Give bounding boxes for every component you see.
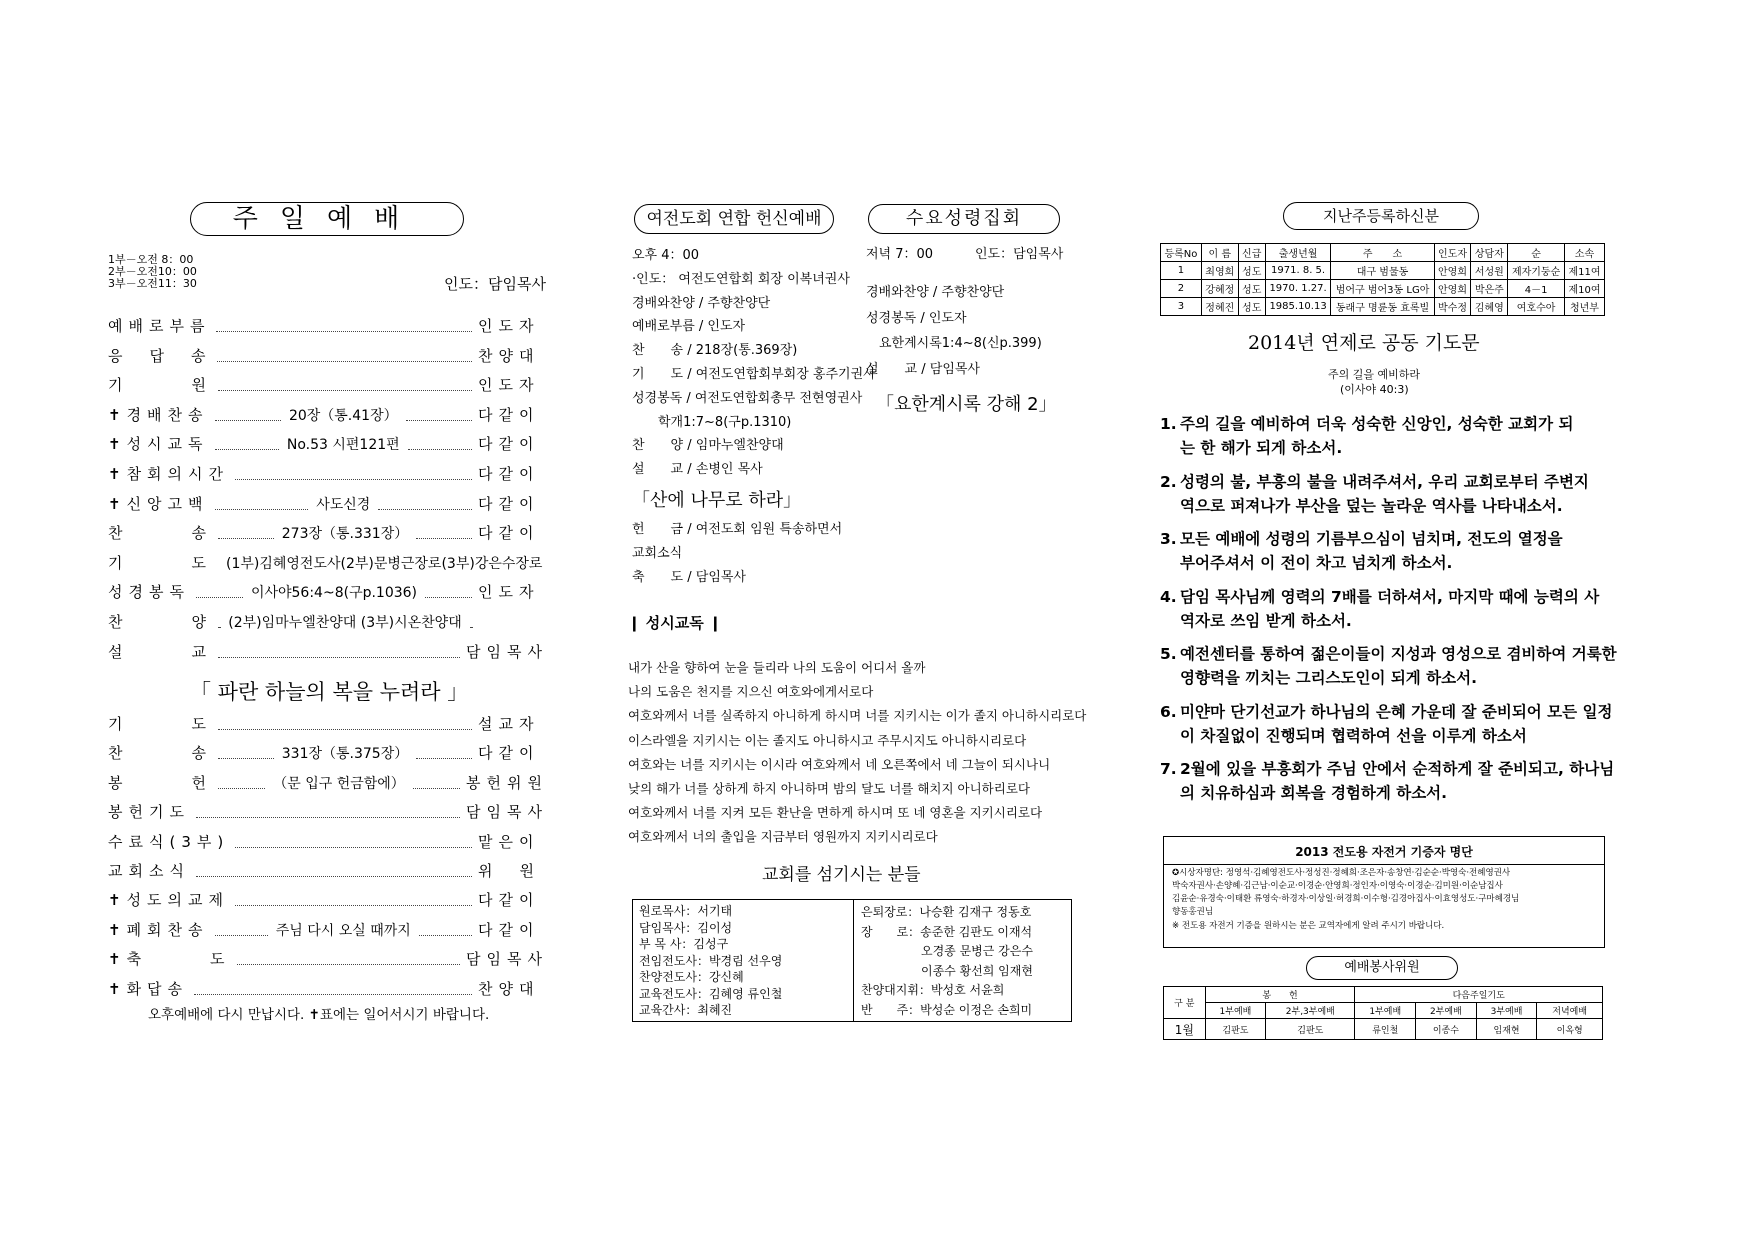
prayer-line (1160, 527, 1610, 551)
prayer-item (1160, 585, 1610, 633)
order-line (108, 801, 548, 822)
order-line (108, 772, 548, 793)
prayer-line (1160, 470, 1610, 494)
psalm-line: 여호와는 너를 지키시는 이시라 여호와께서 네 오른쪽에서 네 그늘이 되시나니 (628, 756, 1051, 772)
order-line (108, 948, 548, 969)
prayer-title: 2014년 연제로 공동 기도문 (1248, 332, 1480, 354)
psalm-line: 여호와께서 너를 실족하지 아니하게 하시며 너를 지키시는 이가 졸지 아니하시리로다 (628, 708, 1087, 724)
svc-subheader-cell: 3부예배 (1476, 1003, 1537, 1019)
staff-entry: 찬양대지휘：박성호 서윤희 (861, 983, 1005, 997)
dotted-leader (218, 389, 472, 391)
order-label: 봉헌기도 (108, 803, 190, 822)
dotted-leader (196, 596, 243, 598)
prayer-number: 3. (1160, 530, 1177, 548)
prayer-reference: (이사야 40:3) (1340, 383, 1409, 396)
svc-col-category: 구 분 (1164, 987, 1206, 1019)
new-members-cell: 범어구 범어3동 LG아 (1331, 280, 1434, 298)
order-line (108, 493, 548, 514)
staff-entry: 교육간사：최혜진 (639, 1003, 733, 1017)
staff-entry: 부 목 사：김성구 (639, 937, 729, 951)
new-members-table (1160, 243, 1605, 316)
order-leader: 다같이 (478, 744, 540, 763)
order-detail: 사도신경 (316, 496, 371, 513)
psalm-line: 여호와께서 너를 지켜 모든 환난을 면하게 하시며 또 네 영혼을 지키시리로다 (628, 805, 1043, 821)
new-members-cell: 안영희 (1434, 262, 1471, 280)
order-line (108, 581, 548, 602)
order-leader: 찬양대 (478, 979, 540, 998)
order-leader: 봉헌위원 (466, 773, 548, 792)
dotted-leader (218, 787, 265, 789)
order-label: ✝성도의교제 (108, 891, 230, 910)
dotted-leader (378, 508, 472, 510)
order-line (108, 522, 548, 543)
wednesday-order-line: 경배와찬양 / 주향찬양단 (866, 285, 1005, 300)
order-label: 수료식(3부) (108, 832, 230, 851)
donor-line: ✪시상자명단: 정영석·김혜영전도사·정성진·정혜희·조은자·송창연·김순순·박영숙·전혜영권사 (1172, 868, 1511, 878)
new-members-cell: 여호수아 (1508, 298, 1565, 316)
dotted-leader (470, 626, 472, 628)
prayer-line (1160, 412, 1610, 436)
staff-entry: 담임목사：김이성 (639, 920, 733, 935)
svc-subheader-cell: 1부예배 (1355, 1003, 1416, 1019)
new-members-cell: 동래구 명륜동 효록빌 (1331, 298, 1434, 316)
psalm-line: 내가 산을 향하여 눈을 들리라 나의 도움이 어디서 올까 (628, 660, 926, 675)
new-members-header-cell: 주 소 (1331, 244, 1434, 262)
new-members-cell: 서성원 (1471, 262, 1508, 280)
new-members-header-cell: 등록No (1161, 244, 1202, 262)
new-members-cell: 대구 범물동 (1331, 262, 1434, 280)
order-label: ✝신앙고백 (108, 494, 209, 513)
order-line (108, 831, 548, 852)
dotted-leader (235, 846, 472, 848)
new-members-cell: 박수정 (1434, 298, 1471, 316)
svc-subheader-cell: 2부예배 (1416, 1003, 1477, 1019)
new-members-cell: 1970. 1.27. (1265, 280, 1331, 298)
svc-cell: 류인철 (1355, 1019, 1416, 1040)
donor-names (1164, 865, 1604, 919)
prayer-line-cont: 영향력을 끼치는 그리스도인이 되게 하소서. (1180, 669, 1477, 687)
womens-order-line: 찬 송 / 218장(통.369장) (632, 343, 798, 359)
order-leader: 맡은이 (478, 832, 540, 851)
dotted-leader (196, 816, 460, 818)
womens-order-line: 성경봉독 / 여전도연합회총무 전현영권사 (632, 390, 863, 406)
dotted-leader (408, 448, 472, 450)
new-members-header-cell: 순 (1508, 244, 1565, 262)
new-members-cell: 4－1 (1508, 280, 1565, 298)
dotted-leader (419, 934, 472, 936)
prayer-text: 성령의 불, 부흥의 불을 내려주셔서, 우리 교회로부터 주변지 (1180, 472, 1589, 491)
order-detail: (2부)임마누엘찬양대 (3부)시온찬양대 (228, 615, 462, 631)
order-leader: 다같이 (478, 494, 540, 513)
wednesday-order-line: 설 교 / 담임목사 (866, 361, 980, 377)
psalm-line: 나의 도움은 천지를 지으신 여호와에게서로다 (628, 684, 874, 700)
prayer-line (1160, 585, 1610, 609)
prayer-number: 4. (1160, 587, 1177, 606)
staff-divider (853, 900, 854, 1021)
order-label: ✝성시교독 (108, 435, 209, 454)
order-line (108, 463, 548, 484)
order-detail: 20장（통.41장） (288, 407, 398, 424)
dotted-leader (413, 787, 460, 789)
staff-entry: 찬양전도사：강신혜 (639, 970, 744, 984)
new-members-row (1161, 280, 1605, 298)
order-leader: 다같이 (478, 435, 540, 454)
dotted-leader (416, 757, 472, 759)
staff-left-list (639, 903, 782, 1019)
order-leader: 인도자 (478, 583, 540, 602)
prayer-item (1160, 412, 1610, 460)
staff-entry: 은퇴장로：나승환 김재구 정동호 (861, 905, 1032, 919)
womens-sermon-title: 「산에 나무로 하라」 (632, 490, 802, 511)
order-label: ✝참회의시간 (108, 465, 230, 483)
order-line (108, 374, 548, 395)
sermon-title: 「 파란 하늘의 복을 누려라 」 (190, 680, 469, 704)
wednesday-order-line: 요한계시록1:4~8(신p.399) (866, 336, 1042, 351)
prayer-item (1160, 527, 1610, 575)
dotted-leader (215, 508, 309, 510)
prayer-line-cont: 의 치유하심과 회복을 경험하게 하소서. (1180, 784, 1448, 802)
new-members-cell: 강혜정 (1201, 280, 1238, 298)
svc-cell: 임재현 (1476, 1019, 1537, 1040)
womens-service-title: 여전도회 연합 헌신예배 (634, 204, 834, 234)
dotted-leader (216, 330, 472, 332)
staff-entry: 전임전도사：박경림 선우영 (639, 953, 783, 968)
dotted-leader (218, 626, 220, 628)
service-time-1: 1부－오전 8：00 (108, 253, 194, 266)
womens-order-line: 오후 4：00 (632, 248, 700, 263)
svc-cell: 이옥형 (1537, 1019, 1603, 1040)
order-leader: 담임목사 (466, 803, 548, 822)
prayer-text: 주의 길을 예비하여 더욱 성숙한 신앙인, 성숙한 교회가 되 (1180, 415, 1574, 433)
dotted-leader (218, 656, 460, 658)
order-detail: 이사야56:4~8(구p.1036) (250, 585, 418, 602)
order-detail: (1부)김혜영전도사(2부)문병근장로(3부)강은수장로 (225, 555, 543, 572)
svc-header-row-1 (1164, 987, 1603, 1003)
order-leader: 위 원 (478, 862, 540, 880)
staff-entry: 반 주：박성순 이정은 손희미 (861, 1002, 1033, 1017)
order-leader: 설교자 (478, 715, 540, 733)
psalm-reading-title: ❙ 성시교독 ❙ (628, 614, 722, 632)
new-members-cell: 2 (1161, 280, 1202, 298)
womens-order-line: 찬 양 / 임마누엘찬양대 (632, 438, 784, 454)
order-leader: 찬양대 (478, 346, 540, 365)
prayer-line (1160, 700, 1613, 724)
order-label: 기 도 (108, 553, 212, 572)
dotted-leader (218, 728, 472, 730)
prayer-text: 예전센터를 통하여 젊은이들이 지성과 영성으로 겸비하여 거룩한 (1180, 645, 1617, 663)
svc-data-row (1164, 1019, 1603, 1040)
new-members-cell: 안영희 (1434, 280, 1471, 298)
staff-entry: 교육전도사：김혜영 류인철 (639, 986, 783, 1001)
service-time-3: 3부－오전11：30 (108, 277, 197, 290)
new-members-cell: 최영희 (1201, 262, 1238, 280)
prayer-line (1160, 642, 1617, 666)
order-label: 기 도 (108, 715, 212, 733)
order-label: ✝화답송 (108, 979, 189, 998)
wednesday-order-line: 성경봉독 / 인도자 (866, 310, 967, 326)
order-label: 설 교 (108, 642, 212, 661)
wednesday-leader: 인도：담임목사 (975, 247, 1064, 262)
wednesday-time: 저녁 7：00 (866, 247, 934, 262)
order-label: 찬 송 (108, 744, 212, 763)
service-volunteers-table (1163, 986, 1603, 1040)
prayer-number: 7. (1160, 760, 1177, 778)
dotted-leader (217, 360, 472, 362)
womens-order-line: 기 도 / 여전도연합회부회장 홍주기권사 (632, 367, 876, 382)
dotted-leader (215, 448, 279, 450)
dotted-leader (215, 934, 268, 936)
order-line (108, 978, 548, 999)
order-label: ✝경배찬송 (108, 405, 209, 424)
donor-line: 김윤순·유경숙·이태환 류영숙·하경자·이상일·허경희·이수형·김경아집사·이효영성도·구마혜경님 (1172, 894, 1520, 904)
womens-order-line: ·인도： 여전도연합회 회장 이복녀권사 (632, 271, 850, 287)
donor-title: 2013 전도용 자전거 기증자 명단 (1164, 837, 1604, 865)
svc-cell: 이종수 (1416, 1019, 1477, 1040)
service-time-2: 2부－오전10：00 (108, 265, 197, 278)
new-members-row (1161, 298, 1605, 316)
prayer-item (1160, 757, 1615, 805)
order-label: ✝축 도 (108, 950, 231, 969)
order-line (108, 433, 548, 454)
womens-order-line: 교회소식 (632, 546, 683, 561)
order-detail: No.53 시편121편 (286, 437, 400, 454)
svc-col-next-prayer: 다음주일기도 (1355, 987, 1603, 1003)
dotted-leader (194, 993, 472, 995)
svc-cell: 김판도 (1205, 1019, 1266, 1040)
order-detail: 주님 다시 오실 때까지 (275, 922, 411, 939)
svc-subheader-cell: 1부예배 (1205, 1003, 1266, 1019)
order-line (108, 742, 548, 763)
order-line (108, 611, 548, 632)
new-members-cell: 성도 (1238, 280, 1265, 298)
new-members-header-cell: 신급 (1238, 244, 1265, 262)
donor-note: ※ 전도용 자전거 기증을 원하시는 분은 교역자에게 알려 주시기 바랍니다. (1172, 921, 1445, 931)
order-leader: 인도자 (478, 376, 540, 395)
order-label: ✝폐회찬송 (108, 920, 209, 939)
order-leader: 다같이 (478, 465, 540, 483)
wednesday-service-title: 수요성령집회 (868, 204, 1060, 234)
new-members-cell: 김혜영 (1471, 298, 1508, 316)
sunday-leader: 인도：담임목사 (444, 275, 546, 293)
donor-line: 향동홍권님 (1172, 907, 1214, 917)
order-leader: 다같이 (478, 405, 540, 424)
womens-order-line: 학개1:7~8(구p.1310) (632, 414, 792, 430)
prayer-text: 담임 목사님께 영력의 7배를 더하셔서, 마지막 때에 능력의 사 (1180, 587, 1600, 606)
donor-line: 박숙자권사·손양혜·김근남·이순교·이경순·안영희·정인자·이영숙·이경순·김미원·이순남집사 (1172, 881, 1503, 891)
new-members-cell: 제자기둥순 (1508, 262, 1565, 280)
svc-subheader-cell: 저녁예배 (1537, 1003, 1603, 1019)
svc-cell: 김판도 (1266, 1019, 1355, 1040)
new-members-row (1161, 262, 1605, 280)
womens-order-line: 경배와찬양 / 주향찬양단 (632, 295, 771, 311)
new-members-cell: 박은주 (1471, 280, 1508, 298)
order-line (108, 552, 548, 573)
order-line (108, 641, 548, 662)
staff-entry: 이종수 황선희 임재현 (861, 963, 1033, 978)
staff-entry: 오경종 문병근 강은수 (861, 944, 1033, 958)
new-members-title: 지난주등록하신분 (1283, 202, 1479, 230)
new-members-cell: 3 (1161, 298, 1202, 316)
order-leader: 인도자 (478, 317, 540, 335)
order-label: 성경봉독 (108, 583, 190, 602)
psalm-line: 여호와께서 너의 출입을 지금부터 영원까지 지키시리로다 (628, 829, 938, 845)
prayer-number: 5. (1160, 645, 1177, 663)
new-members-cell: 청년부 (1564, 298, 1604, 316)
prayer-item (1160, 470, 1610, 518)
order-line (108, 889, 548, 910)
new-members-cell: 제10여 (1564, 280, 1604, 298)
staff-entry: 원로목사：서기태 (639, 904, 733, 918)
womens-order-line: 예배로부름 / 인도자 (632, 319, 746, 335)
prayer-text: 2월에 있을 부흥회가 주님 안에서 순적하게 잘 준비되고, 하나님 (1180, 760, 1615, 778)
order-detail: 331장（통.375장） (281, 746, 409, 763)
svc-subheader-cell: 2부,3부예배 (1266, 1003, 1355, 1019)
order-line (108, 919, 548, 940)
order-label: 찬 양 (108, 613, 212, 631)
staff-title: 교회를 섬기시는 분들 (762, 865, 921, 885)
womens-order-line: 축 도 / 담임목사 (632, 570, 746, 585)
womens-order-line: 설 교 / 손병인 목사 (632, 462, 763, 478)
new-members-header-row (1161, 244, 1605, 262)
order-leader: 담임목사 (466, 950, 548, 969)
dotted-leader (235, 904, 472, 906)
staff-entry: 장 로：송준한 김판도 이재석 (861, 924, 1033, 939)
order-line (108, 315, 548, 336)
new-members-header-cell: 출생년월 (1265, 244, 1331, 262)
dotted-leader (215, 419, 281, 421)
order-label: 기 원 (108, 376, 212, 395)
staff-right-list (861, 903, 1033, 1020)
new-members-header-cell: 소속 (1564, 244, 1604, 262)
order-line (108, 713, 548, 734)
order-line (108, 404, 548, 425)
order-leader: 다같이 (478, 891, 540, 910)
new-members-header-cell: 상담자 (1471, 244, 1508, 262)
order-label: 예배로부름 (108, 317, 211, 335)
dotted-leader (406, 419, 472, 421)
new-members-cell: 성도 (1238, 298, 1265, 316)
prayer-number: 1. (1160, 415, 1177, 433)
psalm-line: 낮의 해가 너를 상하게 하지 아니하며 밤의 달도 너를 해치지 아니하리로다 (628, 781, 1030, 796)
prayer-number: 6. (1160, 702, 1177, 721)
prayer-line-cont: 는 한 해가 되게 하소서. (1180, 439, 1343, 457)
new-members-cell: 정혜진 (1201, 298, 1238, 316)
new-members-cell: 1971. 8. 5. (1265, 262, 1331, 280)
sunday-worship-title: 주일예배 (190, 202, 464, 236)
order-line (108, 860, 548, 881)
new-members-body (1161, 262, 1605, 316)
order-label: 봉 헌 (108, 773, 212, 792)
prayer-text: 미얀마 단기선교가 하나님의 은혜 가운데 잘 준비되어 모든 일정 (1180, 702, 1613, 721)
svc-col-offering: 봉 헌 (1205, 987, 1355, 1003)
order-leader: 다같이 (478, 920, 540, 939)
service-times (108, 254, 197, 290)
order-label: 교회소식 (108, 862, 190, 880)
prayer-line-cont: 이 차질없이 진행되며 협력하여 선을 이루게 하소서 (1180, 726, 1527, 745)
order-detail: 273장（통.331장） (281, 526, 409, 543)
prayer-item (1160, 700, 1613, 748)
womens-order-line: 헌 금 / 여전도회 임원 특송하면서 (632, 522, 843, 537)
svc-header-row-2 (1164, 1003, 1603, 1019)
new-members-cell: 1985.10.13 (1265, 298, 1331, 316)
new-members-header-cell: 이 름 (1201, 244, 1238, 262)
sunday-footer: 오후예배에 다시 만납시다. ✝표에는 일어서시기 바랍니다. (148, 1007, 490, 1023)
prayer-line-cont: 부어주셔서 이 전이 차고 넘치게 하소서. (1180, 554, 1453, 572)
psalm-line: 이스라엘을 지키시는 이는 졸지도 아니하시고 주무시지도 아니하시리로다 (628, 732, 1027, 748)
dotted-leader (235, 478, 472, 480)
wednesday-sermon-title: 「요한계시록 강해 2」 (876, 394, 1057, 415)
order-label: 응 답 송 (108, 346, 212, 365)
dotted-leader (196, 875, 472, 877)
new-members-cell: 제11여 (1564, 262, 1604, 280)
new-members-cell: 1 (1161, 262, 1202, 280)
dotted-leader (237, 963, 460, 965)
prayer-number: 2. (1160, 472, 1177, 491)
prayer-item (1160, 642, 1617, 690)
order-leader: 담임목사 (466, 642, 548, 661)
prayer-line-cont: 역자로 쓰임 받게 하소서. (1180, 611, 1352, 630)
order-line (108, 345, 548, 366)
staff-box (632, 899, 1072, 1022)
new-members-cell: 성도 (1238, 262, 1265, 280)
dotted-leader (425, 596, 472, 598)
svc-cell: 1월 (1164, 1019, 1206, 1040)
donor-box (1163, 836, 1605, 948)
order-detail: （문 입구 헌금함에） (273, 775, 405, 792)
order-leader: 다같이 (478, 524, 540, 543)
service-volunteers-title: 예배봉사위원 (1306, 956, 1458, 980)
prayer-line-cont: 역으로 퍼져나가 부산을 덮는 놀라운 역사를 나타내소서. (1180, 496, 1563, 515)
prayer-text: 모든 예배에 성령의 기름부으심이 넘치며, 전도의 열정을 (1180, 530, 1563, 548)
dotted-leader (218, 757, 274, 759)
prayer-subtitle: 주의 길을 예비하라 (1328, 368, 1421, 381)
dotted-leader (218, 537, 274, 539)
new-members-header-cell: 인도자 (1434, 244, 1471, 262)
dotted-leader (416, 537, 472, 539)
prayer-line (1160, 757, 1615, 781)
order-label: 찬 송 (108, 524, 212, 543)
